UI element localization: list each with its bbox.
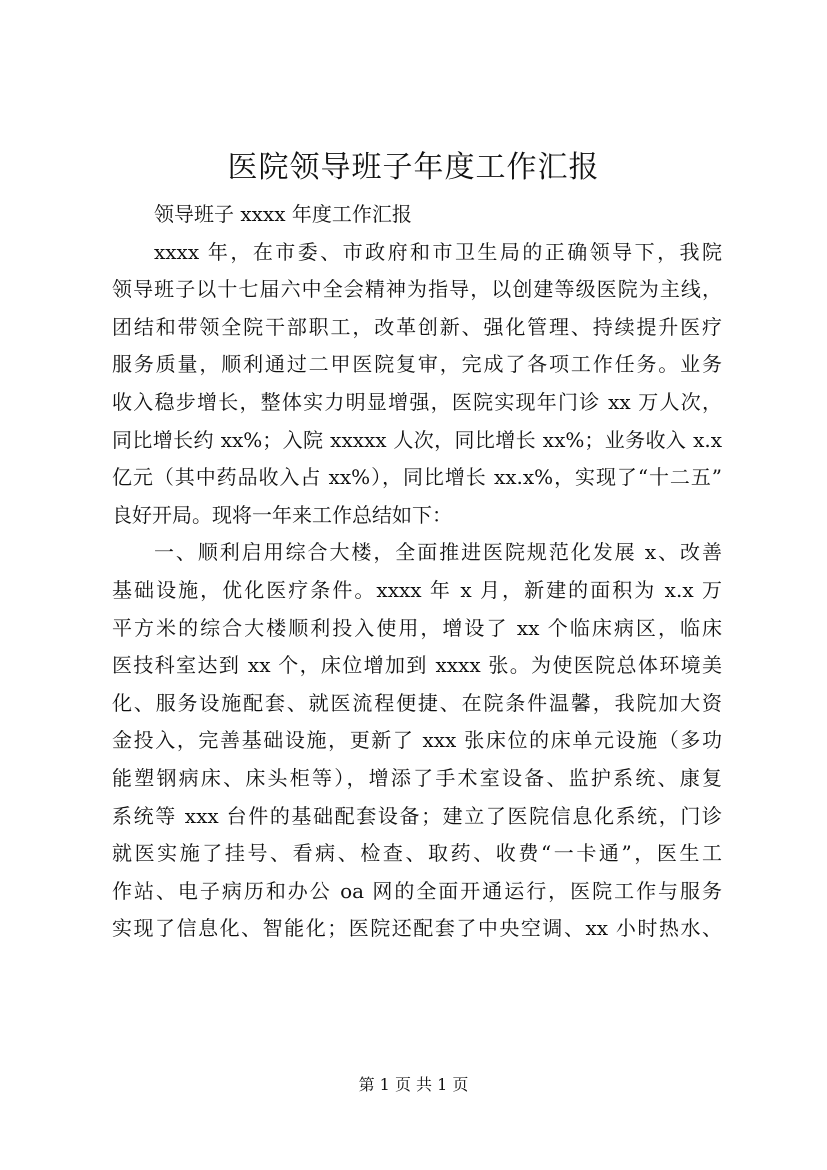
body-line: 基础设施，优化医疗条件。xxxx 年 x 月，新建的面积为 x.x 万: [112, 577, 722, 602]
body-line: 亿元（其中药品收入占 xx%），同比增长 xx.x%，实现了“十二五”: [112, 465, 722, 490]
body-line: 收入稳步增长，整体实力明显增强，医院实现年门诊 xx 万人次，: [112, 389, 722, 414]
body-line: 作站、电子病历和办公 oa 网的全面开通运行，医院工作与服务: [112, 878, 722, 903]
document-body: [112, 196, 722, 948]
body-line: 系统等 xxx 台件的基础配套设备；建立了医院信息化系统，门诊: [112, 803, 722, 828]
page-footer: 第 1 页 共 1 页: [358, 1075, 469, 1094]
document-title: 医院领导班子年度工作汇报: [227, 150, 600, 185]
body-line: 服务质量，顺利通过二甲医院复审，完成了各项工作任务。业务: [112, 352, 722, 377]
body-line: 金投入，完善基础设施，更新了 xxx 张床位的床单元设施（多功: [112, 728, 722, 753]
body-line: 领导班子 xxxx 年度工作汇报: [154, 202, 412, 226]
body-line: 同比增长约 xx%；入院 xxxxx 人次，同比增长 xx%；业务收入 x.x: [112, 427, 722, 452]
body-line: 团结和带领全院干部职工，改革创新、强化管理、持续提升医疗: [112, 314, 722, 339]
body-line: 领导班子以十七届六中全会精神为指导，以创建等级医院为主线，: [112, 277, 722, 302]
body-line: 一、顺利启用综合大楼，全面推进医院规范化发展 x、改善: [154, 540, 722, 565]
body-line: 实现了信息化、智能化；医院还配套了中央空调、xx 小时热水、: [112, 916, 722, 941]
body-line: 就医实施了挂号、看病、检查、取药、收费“一卡通”，医生工: [112, 841, 722, 866]
body-line: 能塑钢病床、床头柜等），增添了手术室设备、监护系统、康复: [112, 765, 722, 790]
body-line: xxxx 年，在市委、市政府和市卫生局的正确领导下，我院: [154, 239, 722, 264]
body-line: 医技科室达到 xx 个，床位增加到 xxxx 张。为使医院总体环境美: [112, 653, 722, 678]
body-line: 良好开局。现将一年来工作总结如下：: [112, 502, 452, 527]
body-line: 化、服务设施配套、就医流程便捷、在院条件温馨，我院加大资: [112, 690, 722, 715]
body-line: 平方米的综合大楼顺利投入使用，增设了 xx 个临床病区，临床: [112, 615, 722, 640]
